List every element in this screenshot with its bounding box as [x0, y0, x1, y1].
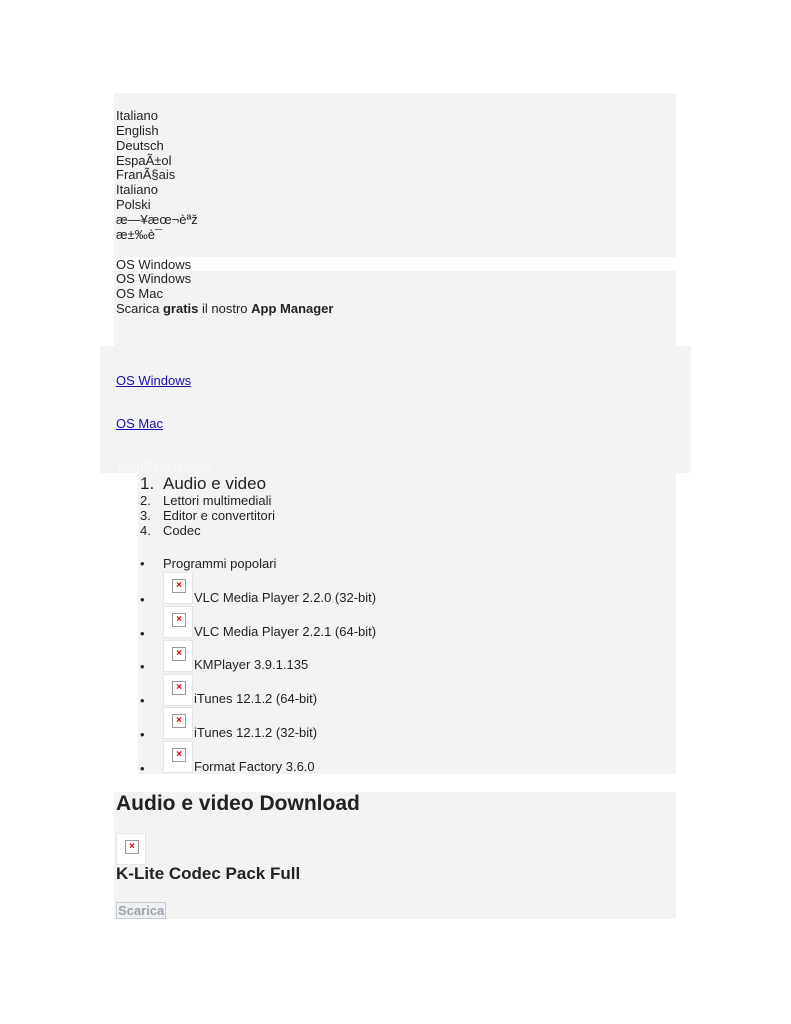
promo-bold-gratis: gratis: [162, 301, 199, 316]
bullet-icon: •: [140, 659, 145, 674]
bullet-icon: •: [140, 761, 145, 776]
broken-image-icon: ×: [116, 833, 146, 865]
language-item[interactable]: æ±‰è¯: [116, 227, 163, 242]
category-number: 2.: [140, 493, 151, 508]
category-item-editors[interactable]: Editor e convertitori: [163, 508, 275, 523]
category-number: 4.: [140, 523, 151, 538]
bullet-icon: •: [140, 626, 145, 641]
popular-item[interactable]: VLC Media Player 2.2.1 (64-bit): [194, 624, 377, 639]
promo-prefix: Scarica: [116, 301, 163, 316]
broken-image-icon: ×: [163, 741, 193, 773]
popular-item[interactable]: KMPlayer 3.9.1.135: [194, 657, 309, 672]
language-item[interactable]: Italiano: [116, 108, 158, 123]
bullet-icon: •: [140, 556, 145, 571]
broken-image-icon: ×: [163, 640, 193, 672]
language-item[interactable]: FranÃ§ais: [116, 167, 176, 182]
language-item[interactable]: EspaÃ±ol: [116, 153, 172, 168]
broken-image-icon: ×: [163, 572, 193, 604]
promo-middle: il nostro: [198, 301, 252, 316]
popular-item[interactable]: VLC Media Player 2.2.0 (32-bit): [194, 590, 377, 605]
category-item-codec[interactable]: Codec: [163, 523, 201, 538]
promo-bold-app-manager: App Manager: [251, 301, 334, 316]
bullet-icon: •: [140, 727, 145, 742]
language-panel: [114, 93, 676, 257]
popular-heading: Programmi popolari: [163, 556, 277, 571]
category-number: 3.: [140, 508, 151, 523]
language-item[interactable]: English: [116, 123, 159, 138]
popular-item[interactable]: Format Factory 3.6.0: [194, 759, 315, 774]
broken-image-icon: ×: [163, 674, 193, 706]
popular-item[interactable]: iTunes 12.1.2 (64-bit): [194, 691, 318, 706]
download-button[interactable]: Scarica: [118, 903, 165, 918]
mac-download-link[interactable]: OS Mac: [116, 416, 163, 431]
broken-image-icon: ×: [163, 707, 193, 739]
language-item[interactable]: Polski: [116, 197, 151, 212]
popular-item[interactable]: iTunes 12.1.2 (32-bit): [194, 725, 318, 740]
language-item[interactable]: æ—¥æœ¬èªž: [116, 212, 198, 227]
app-manager-promo: [116, 301, 333, 316]
broken-image-icon: ×: [163, 606, 193, 638]
language-item[interactable]: Deutsch: [116, 138, 164, 153]
language-item[interactable]: Italiano: [116, 182, 158, 197]
downloads-panel: [100, 346, 691, 473]
windows-download-link[interactable]: OS Windows: [116, 373, 192, 388]
bullet-icon: •: [140, 592, 145, 607]
os-menu-item-mac[interactable]: OS Mac: [116, 286, 163, 301]
category-item-audio-video[interactable]: Audio e video: [163, 474, 267, 493]
category-item-media-players[interactable]: Lettori multimediali: [163, 493, 272, 508]
page-title: Audio e video Download: [116, 792, 360, 815]
category-number: 1.: [140, 474, 155, 493]
bullet-icon: •: [140, 693, 145, 708]
techbeat-notice: TechBeat Notice: [116, 459, 211, 474]
os-menu-item-windows[interactable]: OS Windows: [116, 257, 192, 272]
product-title[interactable]: K-Lite Codec Pack Full: [116, 864, 301, 883]
os-menu-item-windows[interactable]: OS Windows: [116, 271, 192, 286]
